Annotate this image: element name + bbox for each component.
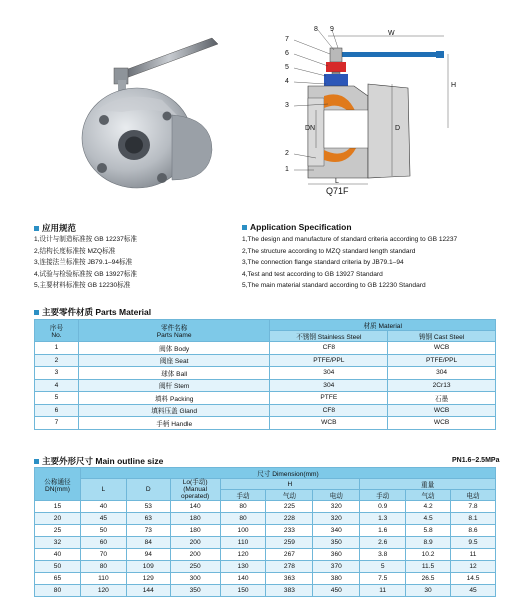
section-bullet-icon bbox=[34, 226, 39, 231]
table-row: 1 阀体 Body CF8 WCB bbox=[35, 342, 496, 355]
col-lo: Lo(手动) (Manual operated) bbox=[170, 479, 220, 501]
table-cell: 15 bbox=[35, 501, 81, 513]
table-cell: 70 bbox=[80, 549, 126, 561]
table-row bbox=[35, 573, 496, 585]
table-cell: 233 bbox=[266, 525, 313, 537]
table-cell: 120 bbox=[80, 585, 126, 597]
table-cell: 228 bbox=[266, 513, 313, 525]
table-cell: 100 bbox=[220, 525, 266, 537]
table-cell: 50 bbox=[80, 525, 126, 537]
table-cell: 130 bbox=[220, 561, 266, 573]
callout-8: 8 bbox=[314, 26, 318, 33]
table-cell: 225 bbox=[266, 501, 313, 513]
dims-title: 主要外形尺寸 Main outline size bbox=[34, 455, 163, 467]
callout-5: 5 bbox=[285, 64, 289, 71]
parts-material-table bbox=[34, 319, 496, 430]
callout-2: 2 bbox=[285, 150, 289, 157]
table-cell: 250 bbox=[170, 561, 220, 573]
col-l: L bbox=[80, 479, 126, 501]
table-cell: 40 bbox=[80, 501, 126, 513]
col-no: 序号 No. bbox=[35, 320, 79, 342]
table-cell: 80 bbox=[220, 501, 266, 513]
table-cell: 50 bbox=[35, 561, 81, 573]
section-bullet-icon bbox=[242, 225, 247, 230]
col-w-manual: 手动 bbox=[360, 490, 406, 501]
application-en-title: Application Specification bbox=[242, 222, 352, 232]
col-weight: 重量 bbox=[360, 479, 496, 490]
table-cell: 278 bbox=[266, 561, 313, 573]
table-row bbox=[35, 561, 496, 573]
callout-6: 6 bbox=[285, 50, 289, 57]
col-material: 材质 Material bbox=[270, 320, 496, 331]
col-w-pneumatic: 气动 bbox=[406, 490, 451, 501]
table-cell: 12 bbox=[451, 561, 496, 573]
table-cell: 10.2 bbox=[406, 549, 451, 561]
dim-label-l: L bbox=[335, 178, 339, 185]
callout-1: 1 bbox=[285, 166, 289, 173]
table-cell: 320 bbox=[313, 501, 360, 513]
table-cell: 45 bbox=[451, 585, 496, 597]
table-row: 4 阀杆 Stem 304 2Cr13 bbox=[35, 379, 496, 392]
application-cn-list bbox=[34, 234, 137, 292]
table-cell: 8.9 bbox=[406, 537, 451, 549]
table-cell: 129 bbox=[126, 573, 170, 585]
list-item: 2,The structure according to MZQ standard length standard bbox=[242, 247, 416, 255]
dim-label-w: W bbox=[388, 30, 395, 37]
table-cell: 360 bbox=[313, 549, 360, 561]
table-cell: 45 bbox=[80, 513, 126, 525]
list-item: 3,The connection flange standard criteria by JB79.1–94 bbox=[242, 259, 404, 266]
table-cell: 300 bbox=[170, 573, 220, 585]
table-cell: 20 bbox=[35, 513, 81, 525]
col-w-electric: 电动 bbox=[451, 490, 496, 501]
table-row bbox=[35, 585, 496, 597]
application-cn-title: 应用规范 bbox=[34, 222, 76, 234]
table-cell: 11 bbox=[360, 585, 406, 597]
callout-7: 7 bbox=[285, 36, 289, 43]
table-cell: 1.3 bbox=[360, 513, 406, 525]
table-cell: 1.6 bbox=[360, 525, 406, 537]
parts-title: 主要零件材质 Parts Material bbox=[34, 306, 151, 318]
table-cell: 120 bbox=[220, 549, 266, 561]
col-d: D bbox=[126, 479, 170, 501]
table-cell: 80 bbox=[80, 561, 126, 573]
col-h: H bbox=[220, 479, 360, 490]
table-cell: 8.1 bbox=[451, 513, 496, 525]
table-cell: 450 bbox=[313, 585, 360, 597]
table-cell: 8.6 bbox=[451, 525, 496, 537]
application-en-list bbox=[242, 234, 457, 292]
col-h-pneumatic: 气动 bbox=[266, 490, 313, 501]
table-cell: 84 bbox=[126, 537, 170, 549]
callout-4: 4 bbox=[285, 78, 289, 85]
table-cell: 350 bbox=[170, 585, 220, 597]
list-item: 1,The design and manufacture of standard criteria according to GB 12237 bbox=[242, 236, 458, 243]
col-h-manual: 手动 bbox=[220, 490, 266, 501]
table-cell: 9.5 bbox=[451, 537, 496, 549]
table-cell: 80 bbox=[35, 585, 81, 597]
table-cell: 110 bbox=[220, 537, 266, 549]
model-label: Q71F bbox=[326, 186, 349, 196]
table-cell: 11 bbox=[451, 549, 496, 561]
list-item: 3,连接法兰标准按 JB79.1–94标准 bbox=[34, 259, 133, 266]
table-row bbox=[35, 537, 496, 549]
table-cell: 200 bbox=[170, 549, 220, 561]
table-cell: 109 bbox=[126, 561, 170, 573]
table-cell: 370 bbox=[313, 561, 360, 573]
table-row: 7 手柄 Handle WCB WCB bbox=[35, 417, 496, 430]
valve-photo bbox=[62, 20, 252, 195]
table-cell: 140 bbox=[220, 573, 266, 585]
table-cell: 73 bbox=[126, 525, 170, 537]
table-cell: 320 bbox=[313, 513, 360, 525]
table-row bbox=[35, 501, 496, 513]
callout-9: 9 bbox=[330, 26, 334, 33]
col-dimension: 尺寸 Dimension(mm) bbox=[80, 468, 495, 479]
table-cell: 110 bbox=[80, 573, 126, 585]
table-cell: 94 bbox=[126, 549, 170, 561]
col-stainless: 不锈钢 Stainless Steel bbox=[270, 331, 388, 342]
table-row bbox=[35, 513, 496, 525]
main-outline-size-table bbox=[34, 467, 496, 597]
table-cell: 380 bbox=[313, 573, 360, 585]
table-cell: 4.2 bbox=[406, 501, 451, 513]
callout-3: 3 bbox=[285, 102, 289, 109]
list-item: 5,The main material standard according to GB 12230 Standard bbox=[242, 282, 426, 289]
table-cell: 40 bbox=[35, 549, 81, 561]
list-item: 4,Test and test according to GB 13927 Standard bbox=[242, 270, 383, 278]
table-cell: 350 bbox=[313, 537, 360, 549]
list-item: 2,结构长度标准按 MZQ标准 bbox=[34, 247, 116, 255]
col-h-electric: 电动 bbox=[313, 490, 360, 501]
dim-label-h: H bbox=[451, 82, 457, 89]
table-cell: 259 bbox=[266, 537, 313, 549]
pressure-rating: PN1.6–2.5MPa bbox=[452, 457, 500, 464]
table-cell: 4.5 bbox=[406, 513, 451, 525]
table-cell: 340 bbox=[313, 525, 360, 537]
table-cell: 53 bbox=[126, 501, 170, 513]
col-parts-name: 零件名称 Parts Name bbox=[78, 320, 270, 342]
table-cell: 3.8 bbox=[360, 549, 406, 561]
table-cell: 30 bbox=[406, 585, 451, 597]
table-row: 6 填料压盖 Gland CF8 WCB bbox=[35, 404, 496, 417]
table-cell: 5 bbox=[360, 561, 406, 573]
table-cell: 5.8 bbox=[406, 525, 451, 537]
table-cell: 363 bbox=[266, 573, 313, 585]
table-cell: 150 bbox=[220, 585, 266, 597]
table-cell: 383 bbox=[266, 585, 313, 597]
table-cell: 26.5 bbox=[406, 573, 451, 585]
table-cell: 140 bbox=[170, 501, 220, 513]
table-row bbox=[35, 525, 496, 537]
table-cell: 7.5 bbox=[360, 573, 406, 585]
table-cell: 14.5 bbox=[451, 573, 496, 585]
table-row: 3 球体 Ball 304 304 bbox=[35, 367, 496, 380]
table-cell: 2.6 bbox=[360, 537, 406, 549]
section-bullet-icon bbox=[34, 310, 39, 315]
table-cell: 60 bbox=[80, 537, 126, 549]
table-cell: 200 bbox=[170, 537, 220, 549]
list-item: 1,设计与制造标准按 GB 12237标准 bbox=[34, 236, 137, 243]
table-row bbox=[35, 549, 496, 561]
valve-section-drawing bbox=[268, 18, 473, 188]
col-cast: 铸钢 Cast Steel bbox=[388, 331, 496, 342]
table-row: 2 阀座 Seat PTFE/PPL PTFE/PPL bbox=[35, 354, 496, 367]
table-cell: 0.9 bbox=[360, 501, 406, 513]
table-cell: 32 bbox=[35, 537, 81, 549]
table-cell: 25 bbox=[35, 525, 81, 537]
table-cell: 267 bbox=[266, 549, 313, 561]
table-cell: 180 bbox=[170, 513, 220, 525]
dim-label-dn: DN bbox=[305, 125, 316, 132]
col-dn: 公称通径 DN(mm) bbox=[35, 468, 81, 501]
table-cell: 7.8 bbox=[451, 501, 496, 513]
table-cell: 180 bbox=[170, 525, 220, 537]
list-item: 5,主要材料标准按 GB 12230标准 bbox=[34, 282, 131, 289]
table-cell: 144 bbox=[126, 585, 170, 597]
table-cell: 65 bbox=[35, 573, 81, 585]
table-row: 5 填料 Packing PTFE 石墨 bbox=[35, 392, 496, 405]
table-cell: 11.5 bbox=[406, 561, 451, 573]
list-item: 4,试验与检验标准按 GB 13927标准 bbox=[34, 270, 137, 278]
dim-label-d: D bbox=[395, 125, 401, 132]
table-cell: 80 bbox=[220, 513, 266, 525]
table-cell: 63 bbox=[126, 513, 170, 525]
section-bullet-icon bbox=[34, 459, 39, 464]
